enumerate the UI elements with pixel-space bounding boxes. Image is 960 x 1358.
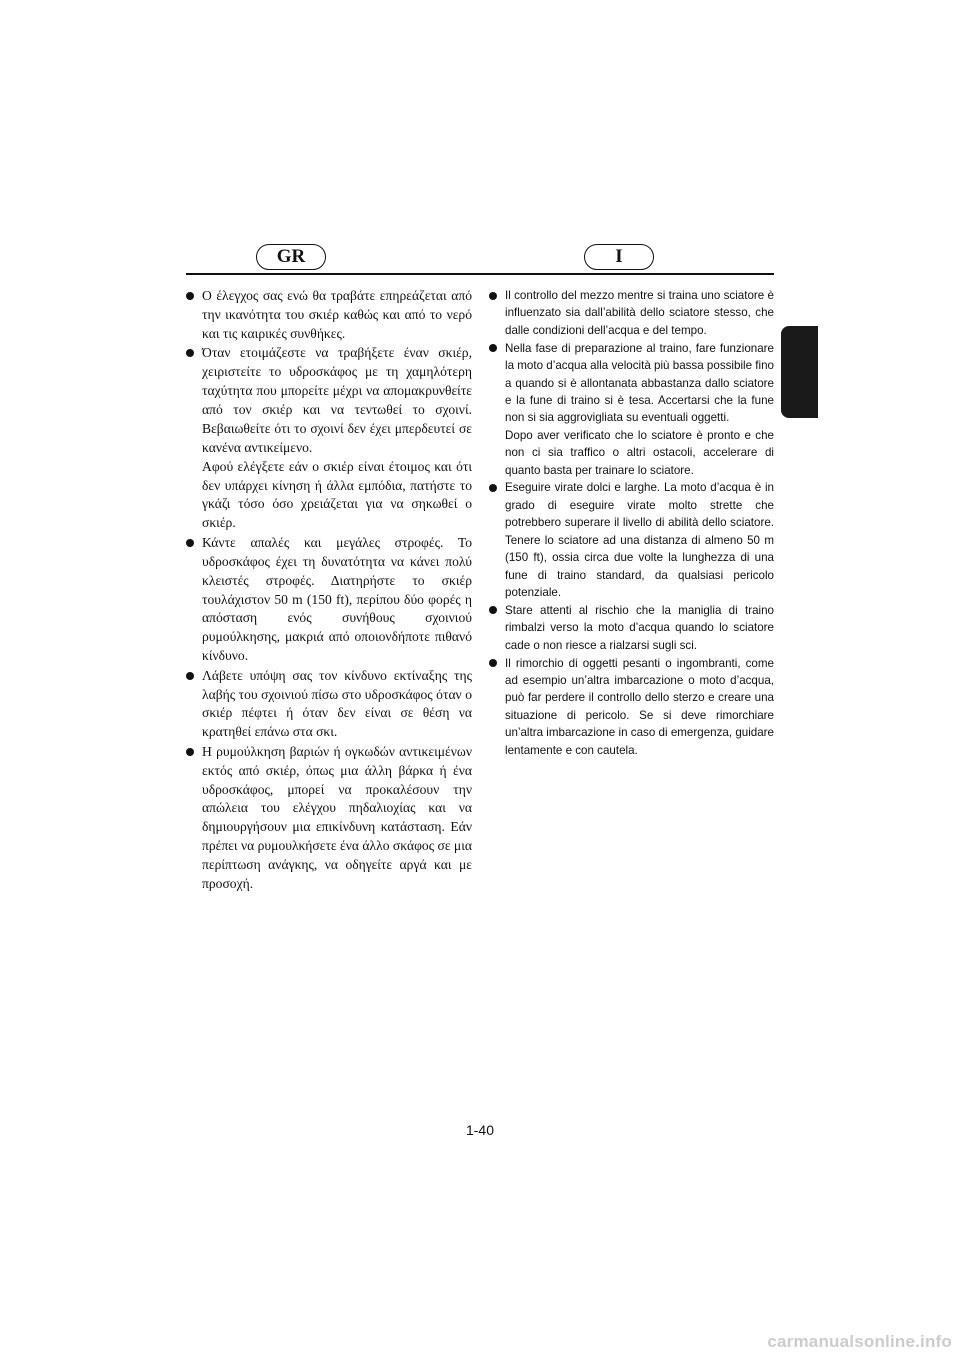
page-header: [186, 240, 774, 280]
paragraph: Nella fase di preparazione al traino, fare funzionare la moto d’acqua alla velocità più bassa possibile fino a quando si è allontanata abbastanza dallo sciatore e la fune di traino si è tesa. Accertarsi che la fune non si sia aggrovigliata su eventuali oggetti.: [505, 341, 774, 425]
paragraph: Αφού ελέγξετε εάν ο σκιέρ είναι έτοιμος και ότι δεν υπάρχει κίνηση ή άλλα εμπόδια, πατήστε το γκάζι τόσο όσο χρειάζεται για να σηκωθεί ο σκιέρ.: [202, 458, 472, 531]
watermark: carmanualsonline.info: [767, 1332, 952, 1351]
paragraph: Il rimorchio di oggetti pesanti o ingombranti, come ad esempio un’altra imbarcazione o moto d’acqua, può far perdere il controllo dello sterzo e creare una situazione di pericolo. Se si deve rimorchiare un’altra imbarcazione in caso di emergenza, guidare lentamente e con cautela.: [505, 656, 774, 757]
bullet-icon: [489, 484, 497, 492]
list-item: [489, 479, 774, 601]
bullet-icon: [186, 748, 194, 756]
paragraph: Stare attenti al rischio che la maniglia di traino rimbalzi verso la moto d’acqua quando lo sciatore cade o non riesce a rialzarsi sugli sci.: [505, 603, 774, 652]
italian-column: [489, 287, 774, 759]
bullet-icon: [186, 672, 194, 680]
bullet-icon: [489, 659, 497, 667]
page-number: 1-40: [465, 1122, 495, 1138]
list-item: [186, 344, 472, 533]
greek-column: [186, 287, 472, 895]
paragraph: Dopo aver verificato che lo sciatore è pronto e che non ci sia traffico o altri ostacoli, accelerare di quanto basta per trainare lo sciatore.: [505, 428, 774, 477]
paragraph: Ο έλεγχος σας ενώ θα τραβάτε επηρεάζεται από την ικανότητα του σκιέρ καθώς και από το νερό και τις καιρικές συνθήκες.: [202, 288, 472, 341]
bullet-icon: [489, 606, 497, 614]
bullet-icon: [186, 349, 194, 357]
bullet-icon: [186, 292, 194, 300]
paragraph: Η ρυμούλκηση βαριών ή ογκωδών αντικειμένων εκτός από σκιέρ, όπως μια άλλη βάρκα ή ένα υδροσκάφος, μπορεί να προκαλέσουν την απώλεια του ελέγχου πηδαλιοχίας και να δημιουργήσουν μια επικίνδυνη κατάσταση. Εάν πρέπει να ρυμουλκήσετε ένα άλλο σκάφος σε μια περίπτωση ανάγκης, να οδηγείτε αργά και με προσοχή.: [202, 743, 472, 892]
paragraph: Λάβετε υπόψη σας τον κίνδυνο εκτίναξης της λαβής του σχοινιού πίσω στο υδροσκάφος όταν ο σκιέρ πέφτει ή όταν δεν είναι σε θέση να κρατηθεί επάνω στα σκι.: [202, 667, 472, 740]
list-item: [186, 667, 472, 743]
bullet-icon: [489, 292, 497, 300]
list-item: [489, 602, 774, 654]
list-item: [186, 534, 472, 666]
list-item: [186, 743, 472, 894]
paragraph: Eseguire virate dolci e larghe. La moto d’acqua è in grado di eseguire virate molto strette che potrebbero superare il livello di abilità dello sciatore. Tenere lo sciatore ad una distanza di almeno 50 m (150 ft), ossia circa due volte la lunghezza di una fune di traino standard, da qualsiasi pericolo potenziale.: [505, 481, 774, 599]
greek-bullet-list: [186, 287, 472, 894]
language-badge-italian: I: [584, 244, 654, 270]
list-item: [489, 287, 774, 339]
bullet-icon: [489, 344, 497, 352]
italian-bullet-list: [489, 287, 774, 759]
header-rule: [186, 273, 774, 275]
bullet-icon: [186, 539, 194, 547]
paragraph: Κάντε απαλές και μεγάλες στροφές. Το υδροσκάφος έχει τη δυνατότητα να κάνει πολύ κλειστές στροφές. Διατηρήστε το σκιέρ τουλάχιστον 50 m (150 ft), περίπου δύο φορές η απόσταση ενός συνήθους σχοινιού ρυμούλκησης, μακριά από οποιονδήποτε πιθανό κίνδυνο.: [202, 534, 472, 664]
paragraph: Il controllo del mezzo mentre si traina uno sciatore è influenzato sia dall’abilità dello sciatore stesso, che dalle condizioni dell’acqua e del tempo.: [505, 289, 774, 337]
paragraph: Όταν ετοιμάζεστε να τραβήξετε έναν σκιέρ, χειριστείτε το υδροσκάφος με τη χαμηλότερη ταχύτητα που μπορείτε μέχρι να απομακρυνθείτε από τον σκιέρ και να τεντωθεί το σχοινί. Βεβαιωθείτε ότι το σχοινί δεν έχει μπερδευτεί σε κανένα αντικείμενο.: [202, 345, 472, 455]
list-item: [489, 655, 774, 759]
language-badge-greek: GR: [256, 244, 326, 270]
list-item: [489, 340, 774, 479]
list-item: [186, 287, 472, 344]
section-thumb-tab: [781, 326, 818, 418]
